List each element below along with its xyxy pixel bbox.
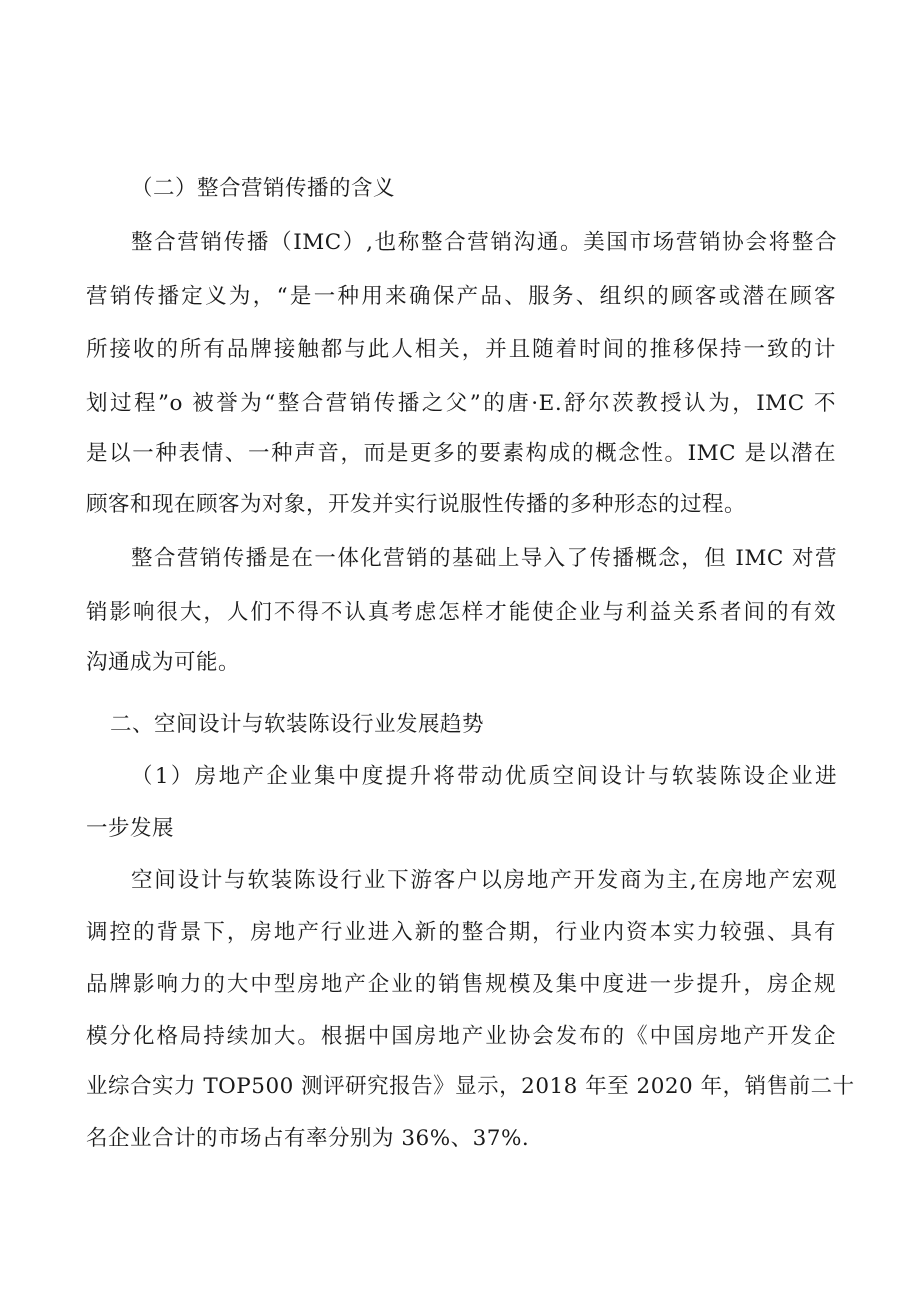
- paragraph-line: 是以一种表情、一种声音，而是更多的要素构成的概念性。IMC 是以潜在: [86, 441, 836, 466]
- paragraph-line: 顾客和现在顾客为对象，开发并实行说服性传播的多种形态的过程。: [86, 492, 747, 517]
- subsection-heading-line: 一步发展: [86, 816, 175, 841]
- paragraph-line: 所接收的所有品牌接触都与此人相关，并且随着时间的推移保持一致的计: [86, 337, 836, 362]
- paragraph-line: 整合营销传播（IMC）,也称整合营销沟通。美国市场营销协会将整合: [131, 230, 837, 255]
- paragraph-line: 业综合实力 TOP500 测评研究报告》显示，2018 年至 2020 年，销售前二十: [86, 1074, 855, 1099]
- paragraph-line: 划过程”o 被誉为“整合营销传播之父”的唐·E.舒尔茨教授认为，IMC 不: [86, 391, 836, 416]
- subsection-heading-line: （1）房地产企业集中度提升将带动优质空间设计与软装陈设企业进: [131, 764, 837, 789]
- paragraph-line: 模分化格局持续加大。根据中国房地产业协会发布的《中国房地产开发企: [86, 1024, 836, 1049]
- paragraph-line: 销影响很大，人们不得不认真考虑怎样才能使企业与利益关系者间的有效: [86, 600, 836, 625]
- paragraph-line: 营销传播定义为，“是一种用来确保产品、服务、组织的顾客或潜在顾客: [86, 284, 836, 309]
- section-heading: 二、空间设计与软装陈设行业发展趋势: [110, 712, 485, 737]
- paragraph-line: 名企业合计的市场占有率分别为 36%、37%.: [86, 1126, 530, 1151]
- paragraph-line: 调控的背景下，房地产行业进入新的整合期，行业内资本实力较强、具有: [86, 920, 836, 945]
- paragraph-line: 整合营销传播是在一体化营销的基础上导入了传播概念，但 IMC 对营: [131, 546, 837, 571]
- paragraph-line: 沟通成为可能。: [86, 650, 241, 675]
- section-subheading: （二）整合营销传播的含义: [131, 176, 396, 201]
- paragraph-line: 空间设计与软装陈设行业下游客户以房地产开发商为主,在房地产宏观: [131, 868, 837, 893]
- paragraph-line: 品牌影响力的大中型房地产企业的销售规模及集中度进一步提升，房企规: [86, 972, 836, 997]
